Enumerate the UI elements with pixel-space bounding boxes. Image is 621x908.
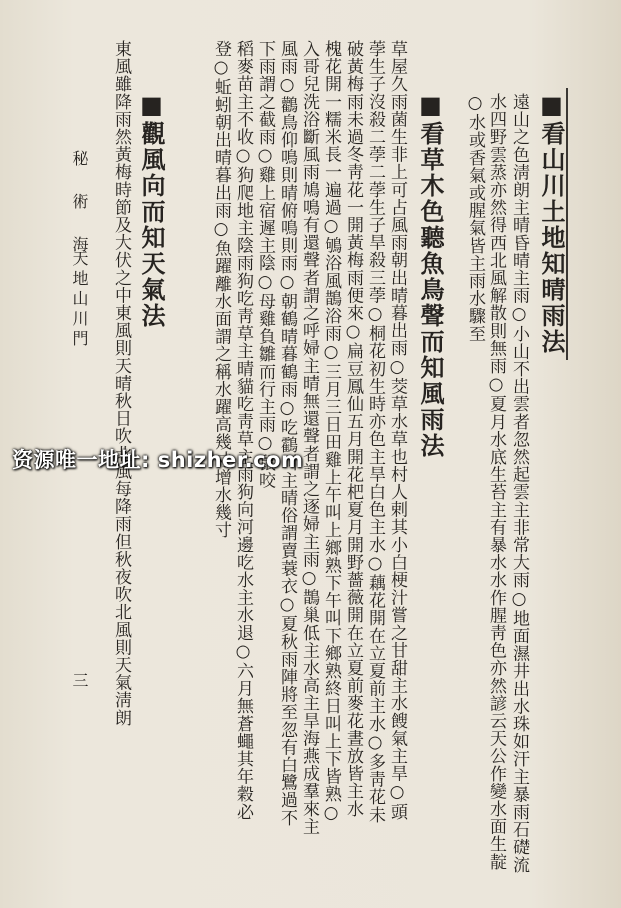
text-column: 下雨謂之截雨○雞上宿遲主陰○母雞負雛而行主雨○鼠咬: [255, 40, 275, 489]
text-column: 荸生子沒殺二荸二荸生子旱殺三荸○桐花初生時亦色主旱白色主水○藕花開在立夏前主水○多靑花未: [365, 40, 385, 824]
text-column: 水四野雲蒸亦然得西北風解散則無雨○夏月水底生苔主有暴水水作腥靑色亦然諺云天公作變水面生靛: [486, 93, 506, 871]
watermark-text: 资源唯一地址: shizher.com: [12, 448, 304, 472]
text-column: 入哥兒洗浴斷風雨鳩鳴有還聲者謂之呼婦主晴無還聲者謂之逐婦主雨○鵲巢低主水高主旱海燕成羣來主: [299, 40, 319, 835]
page-number: 三: [70, 672, 89, 692]
section-heading-mountains: ■看山川土地知晴雨法: [537, 90, 566, 355]
text-column: 稻麥苗主不收○狗爬地主陰雨狗吃靑草主晴貓吃靑草主雨狗向河邊吃水主水退○六月無蒼蠅其年穀必: [233, 40, 253, 821]
heading-rule: [566, 88, 568, 360]
book-title: 秘 術 海: [70, 150, 89, 256]
text-column: 遠山之色淸朗主晴昏晴主雨○小山不出雲者忽然起雲主非常大雨○地面濕井出水珠如汗主暴雨石礎流: [509, 93, 529, 874]
text-column: 登○蚯蚓朝出晴暮出雨○魚躍離水面謂之稱水躍高幾寸增水幾寸: [211, 40, 231, 539]
text-column: 破黃梅雨未過冬靑花一開黃梅雨便來○扁豆鳳仙五月開花杷夏月開野薔薇開在立夏前麥花晝放皆主水: [343, 40, 363, 818]
section-heading-wind: ■觀風向而知天氣法: [137, 90, 166, 329]
section-heading-plants-birds: ■看草木色聽魚鳥聲而知風雨法: [416, 90, 445, 459]
text-column: ○水或香氣或腥氣皆主雨水驟至: [465, 93, 485, 343]
text-column: 東風雖降雨然黃梅時節及大伏之中東風則天晴秋日吹北風每降雨但秋夜吹北風則天氣淸朗: [111, 40, 131, 727]
chapter-name: 天地山川門: [70, 250, 89, 350]
text-column: 槐花開一糯米長一遍過○鴝浴風鵲浴雨○三月三日田雞上午叫上鄉熟下午叫下鄉熟終日叫上下皆熟○: [321, 40, 341, 824]
text-column: 風雨○鸛鳥仰鳴則晴俯鳴則雨○朝鶴晴暮鶴雨○吃鸖叫主晴俗謂賣蓑衣○夏秋雨陣將至忽有白鷺過不: [277, 40, 297, 827]
text-column: 草屋久雨菌生非上可占風雨朝出晴暮出雨○茭草水草也村人剌其小白梗汁嘗之甘甜主水餿氣主旱○頭: [387, 40, 407, 821]
